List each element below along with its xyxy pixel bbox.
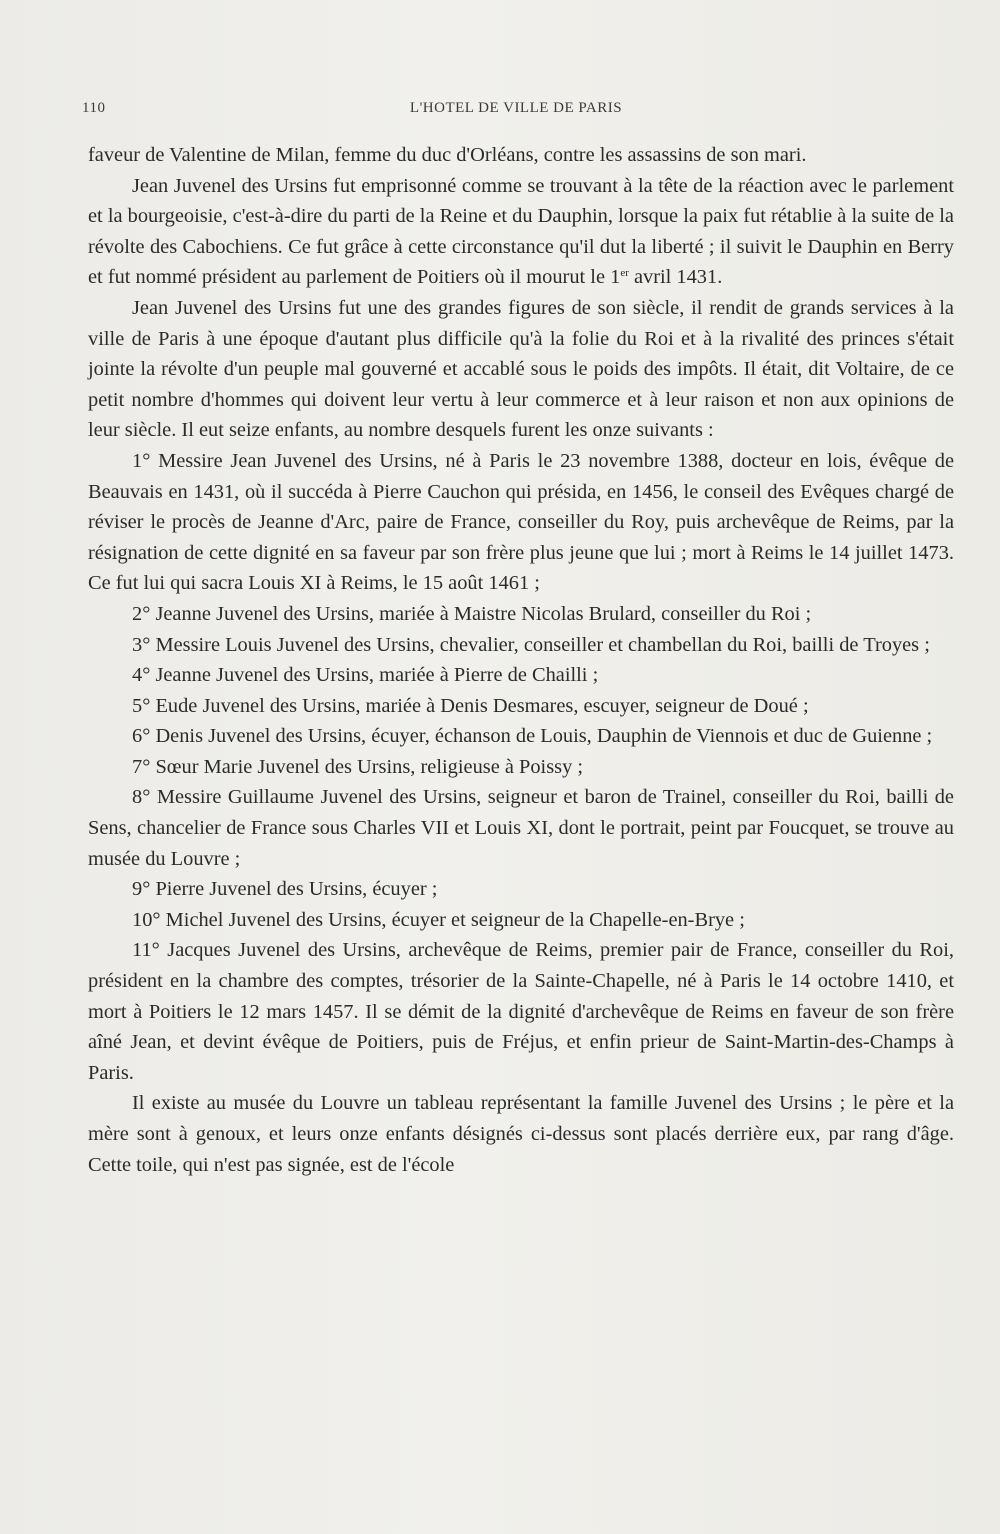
list-item: 3° Messire Louis Juvenel des Ursins, chevalier, conseiller et chambellan du Roi, bailli de Troyes ; [132,633,930,656]
list-item: 5° Eude Juvenel des Ursins, mariée à Denis Desmares, escuyer, seigneur de Doué ; [132,694,809,717]
paragraph: faveur de Valentine de Milan, femme du duc d'Orléans, contre les assassins de son mari. [88,144,807,166]
list-item: 1° Messire Jean Juvenel des Ursins, né à Paris le 23 novembre 1388, docteur en lois, évêque de Beauvais en 1431, où il succéda à Pierre Cauchon qui présida, en 1456, le conseil des Evêques chargé de réviser le procès de Jeanne d'Arc, paire de France, conseiller du Roy, puis archevêque de Reims, par la résignation de cette dignité en sa faveur par son frère plus jeune que lui ; mort à Reims le 14 juillet 1473. Ce fut lui qui sacra Louis XI à Reims, le 15 août 1461 ; [88,449,954,595]
list-item: 8° Messire Guillaume Juvenel des Ursins, seigneur et baron de Trainel, conseiller du Roi, bailli de Sens, chancelier de France sous Charles VII et Louis XI, dont le portrait, peint par Foucquet, se trouve au musée du Louvre ; [88,786,954,870]
list-item: 6° Denis Juvenel des Ursins, écuyer, échanson de Louis, Dauphin de Viennois et duc de Guienne ; [132,725,933,748]
page-number: 110 [82,100,106,116]
paragraph: Il existe au musée du Louvre un tableau représentant la famille Juvenel des Ursins ; le père et la mère sont à genoux, et leurs onze enfants désignés ci-dessus sont placés derrière eux, par rang d'âge. Cette toile, qui n'est pas signée, est de l'école [88,1092,954,1176]
list-item: 9° Pierre Juvenel des Ursins, écuyer ; [132,878,438,901]
list-item: 10° Michel Juvenel des Ursins, écuyer et seigneur de la Chapelle-en-Brye ; [132,908,745,931]
list-item: 2° Jeanne Juvenel des Ursins, mariée à Maistre Nicolas Brulard, conseiller du Roi ; [132,602,812,625]
running-title: L'HOTEL DE VILLE DE PARIS [409,100,623,116]
list-item: 4° Jeanne Juvenel des Ursins, mariée à Pierre de Chailli ; [132,664,599,687]
list-item: 7° Sœur Marie Juvenel des Ursins, religieuse à Poissy ; [132,755,584,778]
page-header [82,100,950,124]
paragraph: Jean Juvenel des Ursins fut une des grandes figures de son siècle, il rendit de grands services à la ville de Paris à une époque d'autant plus difficile qu'à la folie du Roi et à la rivalité des princes s'était jointe la révolte d'un peuple mal gouverné et accablé sous le poids des impôts. Il était, dit Voltaire, de ce petit nombre d'hommes qui doivent leur vertu à leur commerce et à leur raison et non aux opinions de leur siècle. Il eut seize enfants, au nombre desquels furent les onze suivants : [88,296,954,442]
body-text [88,140,954,1180]
list-item: 11° Jacques Juvenel des Ursins, archevêque de Reims, premier pair de France, conseiller du Roi, président en la chambre des comptes, trésorier de la Sainte-Chapelle, né à Paris le 14 octobre 1410, et mort à Poitiers le 12 mars 1457. Il se démit de la dignité d'archevêque de Reims en faveur de son frère aîné Jean, et devint évêque de Poitiers, puis de Fréjus, et enfin prieur de Saint-Martin-des-Champs à Paris. [88,939,954,1084]
paragraph: Jean Juvenel des Ursins fut emprisonné comme se trouvant à la tête de la réaction avec le parlement et la bourgeoisie, c'est-à-dire du parti de la Reine et du Dauphin, lorsque la paix fut rétablie à la suite de la révolte des Cabochiens. Ce fut grâce à cette circonstance qu'il dut la liberté ; il suivit le Dauphin en Berry et fut nommé président au parlement de Poitiers où il mourut le 1er avril 1431. [88,174,954,289]
